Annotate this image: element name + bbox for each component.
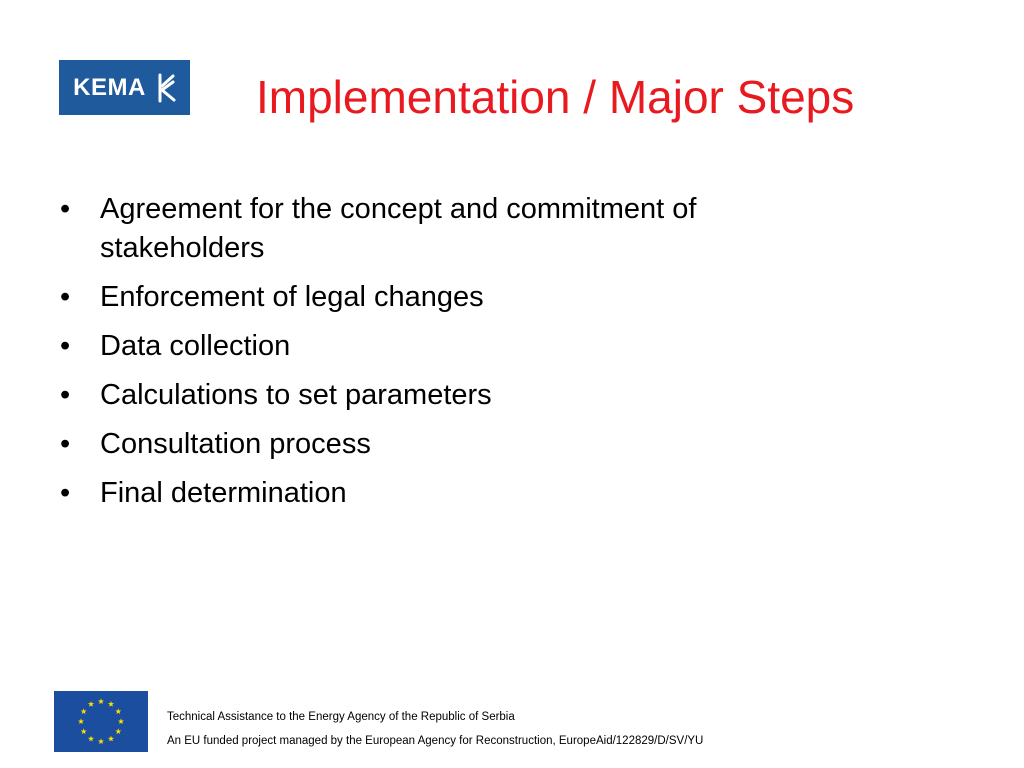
bullet-dot: • <box>60 379 71 411</box>
logo-text: KEMA <box>73 73 146 101</box>
footer <box>167 711 703 748</box>
eu-flag-icon <box>54 691 148 752</box>
bullet-dot: • <box>60 477 71 509</box>
bullet-list <box>56 190 836 523</box>
bullet-item <box>56 278 836 317</box>
bullet-item <box>56 376 836 415</box>
bullet-dot: • <box>60 193 71 225</box>
bullet-text: Data collection <box>100 330 291 362</box>
footer-line-1: Technical Assistance to the Energy Agency of the Republic of Serbia <box>167 711 515 723</box>
kema-mark-icon <box>150 72 176 104</box>
bullet-text: Agreement for the concept and commitment of stakeholders <box>100 193 697 264</box>
bullet-dot: • <box>60 281 71 313</box>
bullet-text: Final determination <box>100 477 347 509</box>
bullet-text: Enforcement of legal changes <box>100 281 484 313</box>
bullet-dot: • <box>60 330 71 362</box>
bullet-dot: • <box>60 428 71 460</box>
bullet-item <box>56 327 836 366</box>
slide-title: Implementation / Major Steps <box>256 71 855 123</box>
kema-logo <box>59 60 190 115</box>
footer-line-2: An EU funded project managed by the European Agency for Reconstruction, EuropeAid/122829/D/SV/YU <box>167 735 704 747</box>
bullet-item <box>56 474 836 513</box>
bullet-text: Calculations to set parameters <box>100 379 492 411</box>
bullet-item <box>56 190 836 268</box>
bullet-item <box>56 425 836 464</box>
bullet-text: Consultation process <box>100 428 371 460</box>
